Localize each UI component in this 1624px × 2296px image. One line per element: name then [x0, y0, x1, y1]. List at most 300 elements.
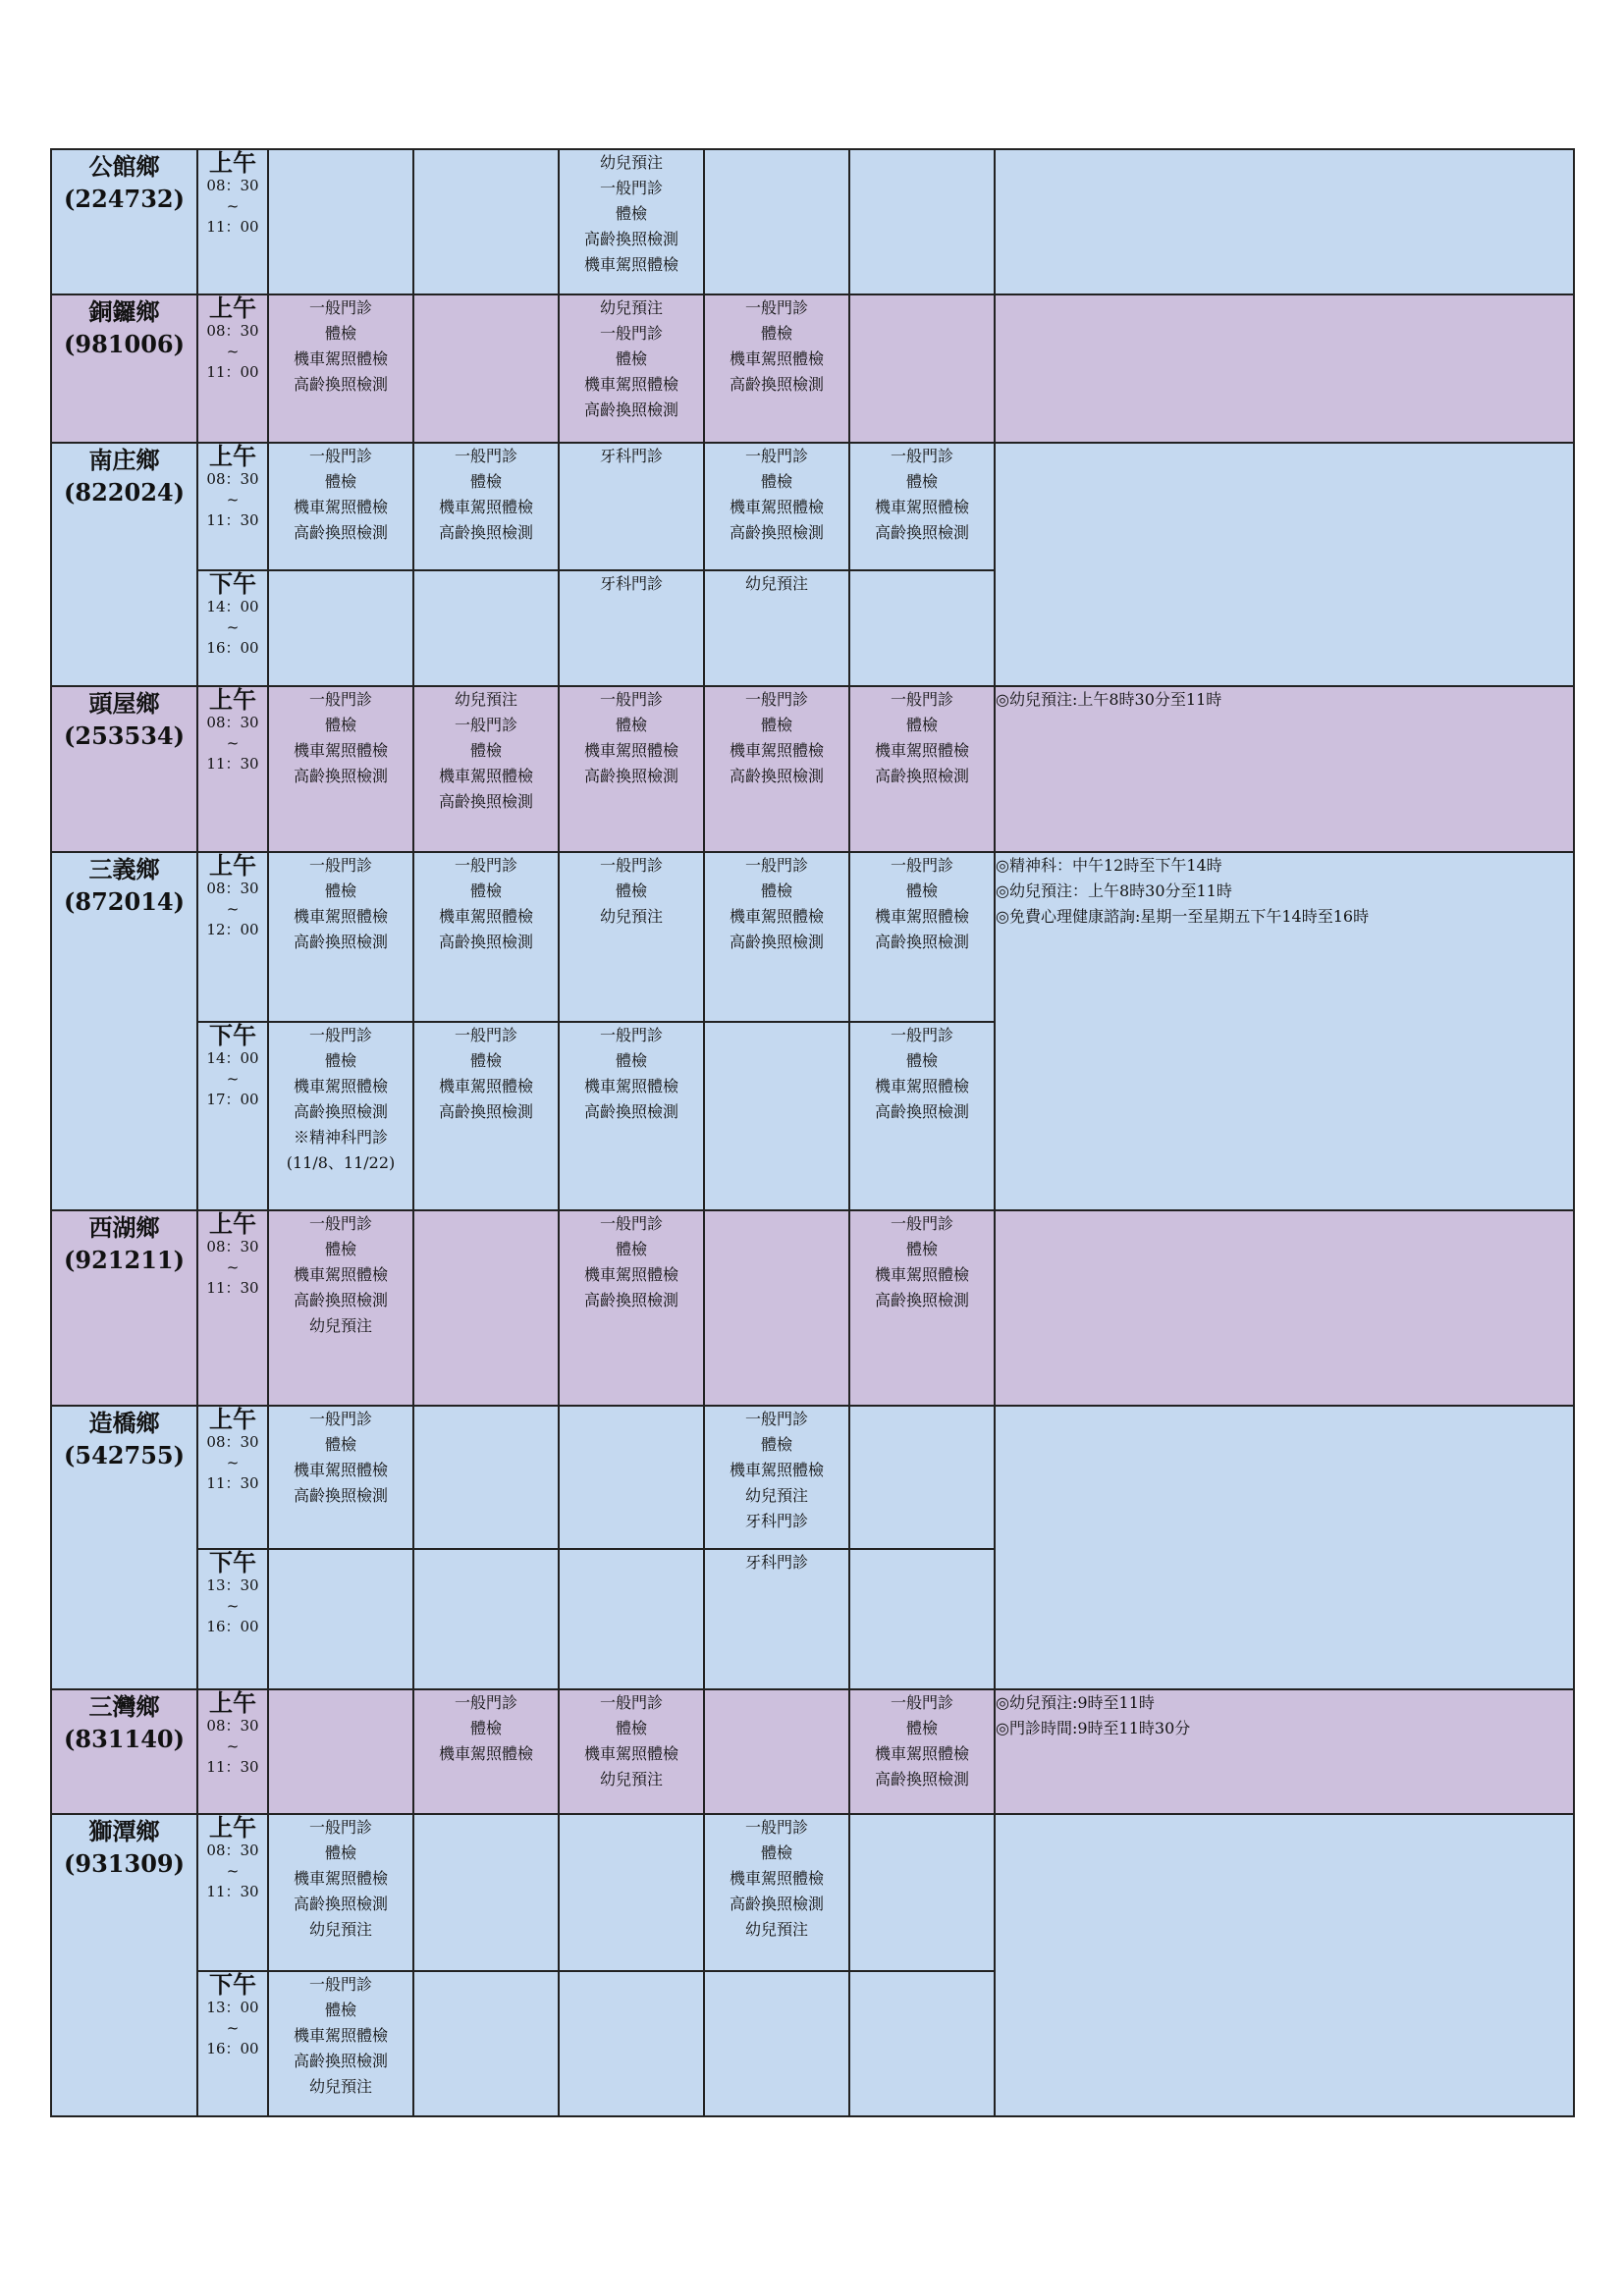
service-item: 機車駕照體檢: [438, 1077, 533, 1095]
service-item: 幼兒預注: [308, 1316, 372, 1335]
session-start: 14：00: [206, 598, 259, 615]
session-period: 上午: [209, 1209, 256, 1238]
service-item: 機車駕照體檢: [583, 1265, 678, 1284]
session-time-cell: [197, 1549, 268, 1689]
service-cell: [413, 294, 559, 443]
schedule-row: [51, 1814, 1574, 1971]
service-cell: [849, 1971, 995, 2116]
service-item: 一般門診: [599, 1214, 663, 1233]
service-cell: [559, 1814, 704, 1971]
service-cell: [559, 686, 704, 852]
service-item: 一般門診: [308, 1214, 372, 1233]
service-cell: [559, 149, 704, 294]
town-cell: [51, 1689, 197, 1814]
service-item: 一般門診: [454, 1026, 517, 1044]
service-item: 一般門診: [454, 1693, 517, 1712]
service-item: 一般門診: [890, 1026, 953, 1044]
service-cell: [559, 1971, 704, 2116]
service-item: 機車駕照體檢: [293, 349, 388, 368]
session-start: 14：00: [206, 1049, 259, 1067]
service-item: 體檢: [905, 1240, 938, 1258]
session-tilde: ~: [226, 618, 240, 636]
service-item: 體檢: [615, 1719, 647, 1737]
notes-cell: [995, 686, 1574, 852]
service-item: 體檢: [760, 324, 792, 343]
town-name: 銅鑼鄉: [88, 297, 160, 326]
session-tilde: ~: [226, 1597, 240, 1615]
service-item: 高齡換照檢測: [438, 523, 533, 542]
service-item: 高齡換照檢測: [293, 2052, 388, 2070]
session-tilde: ~: [226, 1258, 240, 1276]
session-end: 16：00: [206, 2040, 259, 2057]
service-cell: [268, 294, 413, 443]
session-start: 13：00: [206, 1999, 259, 2016]
service-item: 高齡換照檢測: [293, 523, 388, 542]
service-item: 高齡換照檢測: [874, 1770, 969, 1789]
town-name: 三灣鄉: [88, 1692, 160, 1721]
service-cell: [268, 852, 413, 1022]
service-cell: [413, 1210, 559, 1406]
session-period: 下午: [209, 1970, 256, 1999]
service-cell: [704, 1549, 849, 1689]
service-item: 機車駕照體檢: [729, 349, 824, 368]
service-item: (11/8、11/22): [286, 1153, 396, 1172]
service-item: 體檢: [324, 1051, 356, 1070]
session-tilde: ~: [226, 1737, 240, 1755]
service-item: 機車駕照體檢: [729, 1869, 824, 1888]
service-cell: [268, 149, 413, 294]
service-item: 高齡換照檢測: [293, 933, 388, 951]
session-tilde: ~: [226, 1070, 240, 1088]
service-item: 體檢: [760, 716, 792, 734]
service-cell: [559, 1210, 704, 1406]
service-item: 機車駕照體檢: [583, 1077, 678, 1095]
service-item: 機車駕照體檢: [874, 741, 969, 760]
notes-cell: [995, 1689, 1574, 1814]
service-cell: [413, 1971, 559, 2116]
service-item: 幼兒預注: [308, 1920, 372, 1939]
service-item: 機車駕照體檢: [729, 741, 824, 760]
session-period: 上午: [209, 148, 256, 177]
session-end: 16：00: [206, 639, 259, 657]
service-item: 高齡換照檢測: [293, 375, 388, 394]
session-start: 08：30: [206, 1433, 259, 1451]
session-time-cell: [197, 686, 268, 852]
service-item: 機車駕照體檢: [293, 498, 388, 516]
service-item: 一般門診: [308, 690, 372, 709]
session-end: 16：00: [206, 1618, 259, 1635]
notes-cell: [995, 1406, 1574, 1689]
town-name: 頭屋鄉: [88, 689, 160, 718]
service-item: 高齡換照檢測: [583, 1291, 678, 1309]
service-item: 體檢: [469, 881, 502, 900]
service-cell: [704, 1689, 849, 1814]
service-item: 高齡換照檢測: [583, 230, 678, 248]
service-cell: [849, 443, 995, 570]
service-cell: [849, 570, 995, 686]
service-item: 體檢: [469, 741, 502, 760]
town-cell: [51, 1814, 197, 2116]
service-cell: [704, 1022, 849, 1210]
service-item: 體檢: [905, 1051, 938, 1070]
session-tilde: ~: [226, 343, 240, 360]
service-item: 機車駕照體檢: [729, 907, 824, 926]
service-item: 一般門診: [744, 1818, 808, 1837]
session-start: 08：30: [206, 1238, 259, 1255]
service-item: 幼兒預注: [599, 153, 663, 172]
service-cell: [849, 1814, 995, 1971]
service-cell: [559, 1406, 704, 1549]
session-start: 08：30: [206, 1842, 259, 1859]
service-item: 高齡換照檢測: [729, 933, 824, 951]
service-cell: [268, 443, 413, 570]
service-cell: [413, 443, 559, 570]
service-item: 體檢: [615, 204, 647, 223]
service-item: 幼兒預注: [599, 907, 663, 926]
session-tilde: ~: [226, 900, 240, 918]
service-item: 機車駕照體檢: [583, 255, 678, 274]
town-cell: [51, 852, 197, 1210]
service-item: 一般門診: [308, 298, 372, 317]
service-item: 高齡換照檢測: [729, 1895, 824, 1913]
service-item: 高齡換照檢測: [729, 375, 824, 394]
service-item: 一般門診: [454, 716, 517, 734]
service-cell: [268, 570, 413, 686]
session-start: 08：30: [206, 880, 259, 897]
schedule-row: [51, 1210, 1574, 1406]
service-cell: [268, 1022, 413, 1210]
service-cell: [704, 1406, 849, 1549]
service-item: 牙科門診: [744, 1553, 808, 1572]
schedule-row: [51, 443, 1574, 570]
service-cell: [268, 1689, 413, 1814]
service-cell: [849, 1689, 995, 1814]
town-code: (253534): [64, 721, 185, 750]
session-end: 17：00: [206, 1091, 259, 1108]
service-cell: [849, 686, 995, 852]
session-period: 下午: [209, 1021, 256, 1049]
service-cell: [849, 1022, 995, 1210]
service-cell: [704, 443, 849, 570]
session-period: 上午: [209, 1688, 256, 1717]
service-item: 幼兒預注: [744, 574, 808, 593]
service-item: 體檢: [615, 1051, 647, 1070]
service-item: 牙科門診: [744, 1512, 808, 1530]
session-period: 上午: [209, 294, 256, 322]
service-item: 一般門診: [308, 1975, 372, 1994]
service-item: 體檢: [760, 881, 792, 900]
session-end: 11：30: [206, 1758, 259, 1776]
service-cell: [268, 1814, 413, 1971]
session-end: 11：30: [206, 511, 259, 529]
service-cell: [413, 1814, 559, 1971]
service-item: 體檢: [615, 716, 647, 734]
service-item: 一般門診: [454, 447, 517, 465]
session-tilde: ~: [226, 1862, 240, 1880]
service-cell: [704, 1971, 849, 2116]
service-item: 體檢: [905, 1719, 938, 1737]
service-item: 一般門診: [308, 1026, 372, 1044]
service-item: 機車駕照體檢: [874, 907, 969, 926]
town-cell: [51, 443, 197, 686]
service-item: 機車駕照體檢: [583, 741, 678, 760]
town-name: 造橋鄉: [88, 1409, 160, 1437]
note-line: ◎幼兒預注:上午8時30分至11時: [996, 690, 1222, 709]
service-item: 一般門診: [890, 447, 953, 465]
session-time-cell: [197, 443, 268, 570]
service-cell: [704, 570, 849, 686]
service-item: 機車駕照體檢: [293, 1869, 388, 1888]
service-item: 高齡換照檢測: [583, 767, 678, 785]
town-code: (542755): [64, 1441, 185, 1469]
service-cell: [704, 294, 849, 443]
town-code: (931309): [64, 1849, 185, 1878]
session-start: 08：30: [206, 1717, 259, 1735]
service-cell: [849, 1549, 995, 1689]
service-cell: [268, 1971, 413, 2116]
session-time-cell: [197, 1814, 268, 1971]
service-item: 一般門診: [308, 1818, 372, 1837]
session-end: 11：00: [206, 363, 259, 381]
service-cell: [413, 1406, 559, 1549]
service-item: 一般門診: [744, 690, 808, 709]
service-cell: [849, 149, 995, 294]
service-item: 高齡換照檢測: [293, 1895, 388, 1913]
service-item: 機車駕照體檢: [293, 741, 388, 760]
service-item: 一般門診: [308, 1410, 372, 1428]
session-time-cell: [197, 1210, 268, 1406]
service-item: 體檢: [760, 1843, 792, 1862]
service-item: 體檢: [324, 716, 356, 734]
town-code: (872014): [64, 887, 185, 916]
notes-cell: [995, 1814, 1574, 2116]
note-line: ◎幼兒預注：上午8時30分至11時: [996, 881, 1232, 900]
schedule-row: [51, 294, 1574, 443]
service-cell: [559, 1022, 704, 1210]
service-cell: [413, 1549, 559, 1689]
service-cell: [704, 149, 849, 294]
clinic-schedule-table: [50, 148, 1575, 2117]
town-name: 南庄鄉: [88, 446, 160, 474]
service-item: 一般門診: [744, 1410, 808, 1428]
service-item: 體檢: [324, 472, 356, 491]
service-item: 機車駕照體檢: [583, 375, 678, 394]
town-name: 獅潭鄉: [88, 1817, 160, 1845]
session-time-cell: [197, 149, 268, 294]
service-item: 機車駕照體檢: [874, 1744, 969, 1763]
session-period: 上午: [209, 851, 256, 880]
notes-cell: [995, 294, 1574, 443]
service-item: 體檢: [324, 324, 356, 343]
town-cell: [51, 149, 197, 294]
notes-cell: [995, 149, 1574, 294]
session-start: 08：30: [206, 470, 259, 488]
session-tilde: ~: [226, 734, 240, 752]
town-cell: [51, 686, 197, 852]
service-item: 體檢: [324, 1843, 356, 1862]
session-start: 08：30: [206, 177, 259, 194]
service-item: 機車駕照體檢: [438, 767, 533, 785]
service-cell: [413, 149, 559, 294]
service-cell: [413, 570, 559, 686]
service-cell: [413, 1022, 559, 1210]
service-item: 體檢: [905, 472, 938, 491]
service-item: 幼兒預注: [744, 1486, 808, 1505]
service-cell: [849, 294, 995, 443]
town-code: (981006): [64, 330, 185, 358]
service-item: 高齡換照檢測: [729, 767, 824, 785]
service-item: 體檢: [615, 881, 647, 900]
service-item: 幼兒預注: [308, 2077, 372, 2096]
service-cell: [559, 1549, 704, 1689]
service-item: 體檢: [615, 1240, 647, 1258]
service-item: 機車駕照體檢: [583, 1744, 678, 1763]
session-end: 11：30: [206, 1474, 259, 1492]
service-item: 高齡換照檢測: [583, 400, 678, 419]
session-period: 上午: [209, 1813, 256, 1842]
session-time-cell: [197, 1971, 268, 2116]
service-cell: [849, 852, 995, 1022]
notes-cell: [995, 1210, 1574, 1406]
service-item: 一般門診: [599, 690, 663, 709]
service-item: 體檢: [469, 1719, 502, 1737]
service-cell: [413, 852, 559, 1022]
service-cell: [559, 570, 704, 686]
note-line: ◎門診時間:9時至11時30分: [996, 1719, 1191, 1737]
service-item: 幼兒預注: [599, 1770, 663, 1789]
session-tilde: ~: [226, 197, 240, 215]
service-item: 幼兒預注: [744, 1920, 808, 1939]
service-item: 一般門診: [890, 856, 953, 875]
service-cell: [559, 294, 704, 443]
service-cell: [849, 1406, 995, 1549]
session-period: 下午: [209, 1548, 256, 1576]
service-item: 高齡換照檢測: [438, 792, 533, 811]
session-end: 12：00: [206, 921, 259, 938]
service-item: 一般門診: [599, 1693, 663, 1712]
schedule-row: [51, 149, 1574, 294]
service-cell: [704, 1210, 849, 1406]
session-time-cell: [197, 294, 268, 443]
service-item: 體檢: [905, 716, 938, 734]
service-item: 體檢: [469, 472, 502, 491]
notes-cell: [995, 852, 1574, 1210]
service-item: 一般門診: [890, 690, 953, 709]
service-item: 一般門診: [744, 856, 808, 875]
service-item: 體檢: [324, 2001, 356, 2019]
service-item: 幼兒預注: [599, 298, 663, 317]
service-cell: [413, 686, 559, 852]
service-item: 一般門診: [890, 1693, 953, 1712]
service-item: 高齡換照檢測: [293, 1102, 388, 1121]
service-item: 高齡換照檢測: [874, 1291, 969, 1309]
service-item: 體檢: [324, 881, 356, 900]
session-time-cell: [197, 852, 268, 1022]
service-item: 一般門診: [308, 447, 372, 465]
service-item: 機車駕照體檢: [293, 2026, 388, 2045]
session-start: 08：30: [206, 714, 259, 731]
town-code: (224732): [64, 185, 185, 213]
note-line: ◎精神科：中午12時至下午14時: [996, 856, 1222, 875]
session-end: 11：30: [206, 1883, 259, 1900]
service-item: 一般門診: [454, 856, 517, 875]
town-name: 三義鄉: [88, 855, 160, 883]
service-item: 體檢: [469, 1051, 502, 1070]
service-item: 牙科門診: [599, 574, 663, 593]
service-item: 體檢: [324, 1240, 356, 1258]
service-item: 體檢: [760, 1435, 792, 1454]
service-item: 機車駕照體檢: [293, 1077, 388, 1095]
service-item: 一般門診: [599, 1026, 663, 1044]
service-item: 機車駕照體檢: [293, 1265, 388, 1284]
service-item: 機車駕照體檢: [874, 1265, 969, 1284]
service-item: 一般門診: [599, 324, 663, 343]
service-item: 高齡換照檢測: [874, 767, 969, 785]
service-item: 一般門診: [744, 447, 808, 465]
service-item: 一般門診: [890, 1214, 953, 1233]
session-end: 11：30: [206, 1279, 259, 1297]
service-item: 高齡換照檢測: [293, 767, 388, 785]
town-code: (921211): [64, 1246, 185, 1274]
service-item: 高齡換照檢測: [874, 933, 969, 951]
schedule-row: [51, 1406, 1574, 1549]
note-line: ◎幼兒預注:9時至11時: [996, 1693, 1155, 1712]
service-item: 高齡換照檢測: [438, 933, 533, 951]
service-item: 機車駕照體檢: [729, 1461, 824, 1479]
service-item: 體檢: [324, 1435, 356, 1454]
session-tilde: ~: [226, 2019, 240, 2037]
service-cell: [559, 1689, 704, 1814]
session-start: 13：30: [206, 1576, 259, 1594]
service-item: 高齡換照檢測: [293, 1291, 388, 1309]
service-item: 機車駕照體檢: [438, 498, 533, 516]
service-item: 高齡換照檢測: [583, 1102, 678, 1121]
service-item: 機車駕照體檢: [293, 1461, 388, 1479]
service-cell: [704, 1814, 849, 1971]
town-cell: [51, 294, 197, 443]
service-item: 機車駕照體檢: [293, 907, 388, 926]
town-name: 西湖鄉: [88, 1213, 160, 1242]
service-item: 高齡換照檢測: [874, 523, 969, 542]
session-period: 上午: [209, 685, 256, 714]
schedule-row: [51, 852, 1574, 1022]
service-cell: [849, 1210, 995, 1406]
service-item: 高齡換照檢測: [874, 1102, 969, 1121]
service-cell: [704, 852, 849, 1022]
service-cell: [704, 686, 849, 852]
town-cell: [51, 1210, 197, 1406]
service-item: 一般門診: [599, 179, 663, 197]
service-cell: [268, 1406, 413, 1549]
service-item: 幼兒預注: [454, 690, 517, 709]
session-time-cell: [197, 1406, 268, 1549]
session-period: 下午: [209, 569, 256, 598]
session-time-cell: [197, 1689, 268, 1814]
session-period: 上午: [209, 442, 256, 470]
town-name: 公館鄉: [88, 152, 160, 181]
service-cell: [268, 1549, 413, 1689]
town-cell: [51, 1406, 197, 1689]
session-time-cell: [197, 570, 268, 686]
session-end: 11：00: [206, 218, 259, 236]
service-item: 一般門診: [308, 856, 372, 875]
session-end: 11：30: [206, 755, 259, 773]
service-item: 機車駕照體檢: [438, 907, 533, 926]
service-cell: [268, 1210, 413, 1406]
schedule-row: [51, 686, 1574, 852]
service-item: 高齡換照檢測: [438, 1102, 533, 1121]
service-item: 一般門診: [599, 856, 663, 875]
